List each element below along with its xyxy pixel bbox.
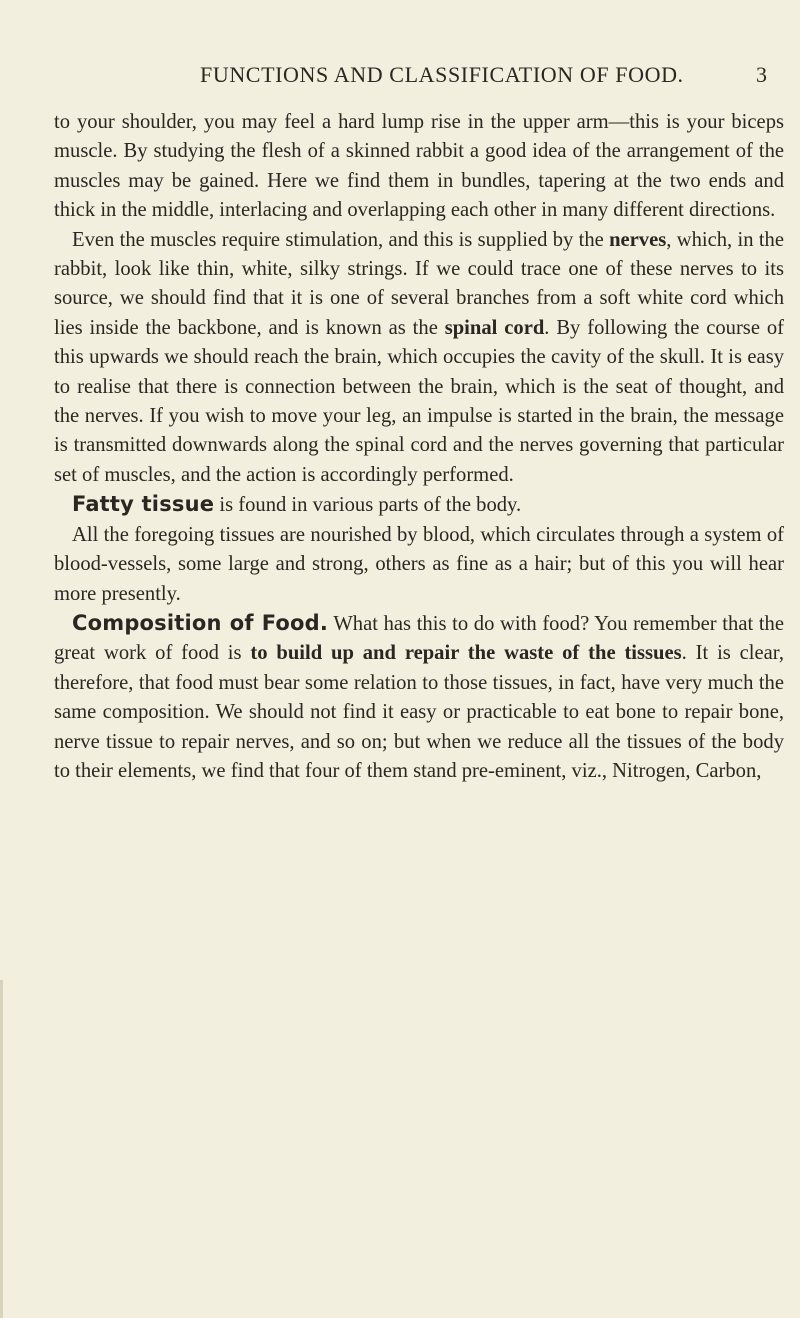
paragraph-blood: All the foregoing tissues are nourished by blood, which circulates through a system of blood-vessels, some large and strong, others as fine as a hair; but of this you will hear more presently. [54, 523, 784, 605]
heading-composition-of-food: Composition of Food. [72, 610, 329, 635]
paragraph-nerves-text-3: . By following the course of this upwards we should reach the brain, which occupies the cavity of the skull. It is easy to realise that there is connection between the brain, which is the seat of thought, and the nerves. If you wish to move your leg, an impulse is started in the brain, the message is transmitted downwards along the spinal cord and the nerves governing that particular set of muscles, and the action is accordingly performed. [54, 316, 784, 486]
paragraph-fatty-tissue-text: is found in various parts of the body. [214, 494, 522, 517]
term-spinal-cord: spinal cord [444, 316, 545, 339]
paragraph-fatty-tissue [54, 490, 784, 520]
paragraph-muscles: to your shoulder, you may feel a hard lump rise in the upper arm—this is your biceps muscle. By studying the flesh of a skinned rabbit a good idea of the arrangement of the muscles may be gained. Here we find them in bundles, tapering at the two ends and thick in the middle, interlacing and overlapping each other in many different directions. [54, 111, 784, 222]
term-build-up-repair: to build up and repair the waste of the tissues [250, 642, 682, 665]
heading-fatty-tissue: Fatty tissue [72, 492, 215, 517]
paragraph-nerves-text-2: , which, in the rabbit, look like thin, white, silky strings. If we could trace one of these nerves to its source, we should find that it is one of several branches from a soft white cord which lies inside the backbone, and is known as the [54, 228, 784, 339]
running-title: FUNCTIONS AND CLASSIFICATION OF FOOD. [200, 62, 684, 87]
paragraph-composition [54, 609, 784, 786]
page-number: 3 [756, 62, 767, 87]
paragraph-nerves-text-1: Even the muscles require stimulation, and this is supplied by the [72, 228, 610, 251]
paragraph-composition-text-1: What has this to do with food? You remember that the great work of food is [54, 612, 784, 665]
body-text [54, 108, 784, 786]
paragraph-composition-text-2: . It is clear, therefore, that food must bear some relation to those tissues, in fact, have very much the same composition. We should not find it easy or practicable to eat bone to repair bone, nerve tissue to repair nerves, and so on; but when we reduce all the tissues of the body to their elements, we find that four of them stand pre-eminent, viz., Nitrogen, Carbon, [54, 642, 784, 782]
paragraph-nerves [54, 226, 784, 491]
page-edge-shadow [0, 980, 3, 1318]
term-nerves: nerves [609, 228, 667, 251]
running-header [0, 62, 800, 90]
